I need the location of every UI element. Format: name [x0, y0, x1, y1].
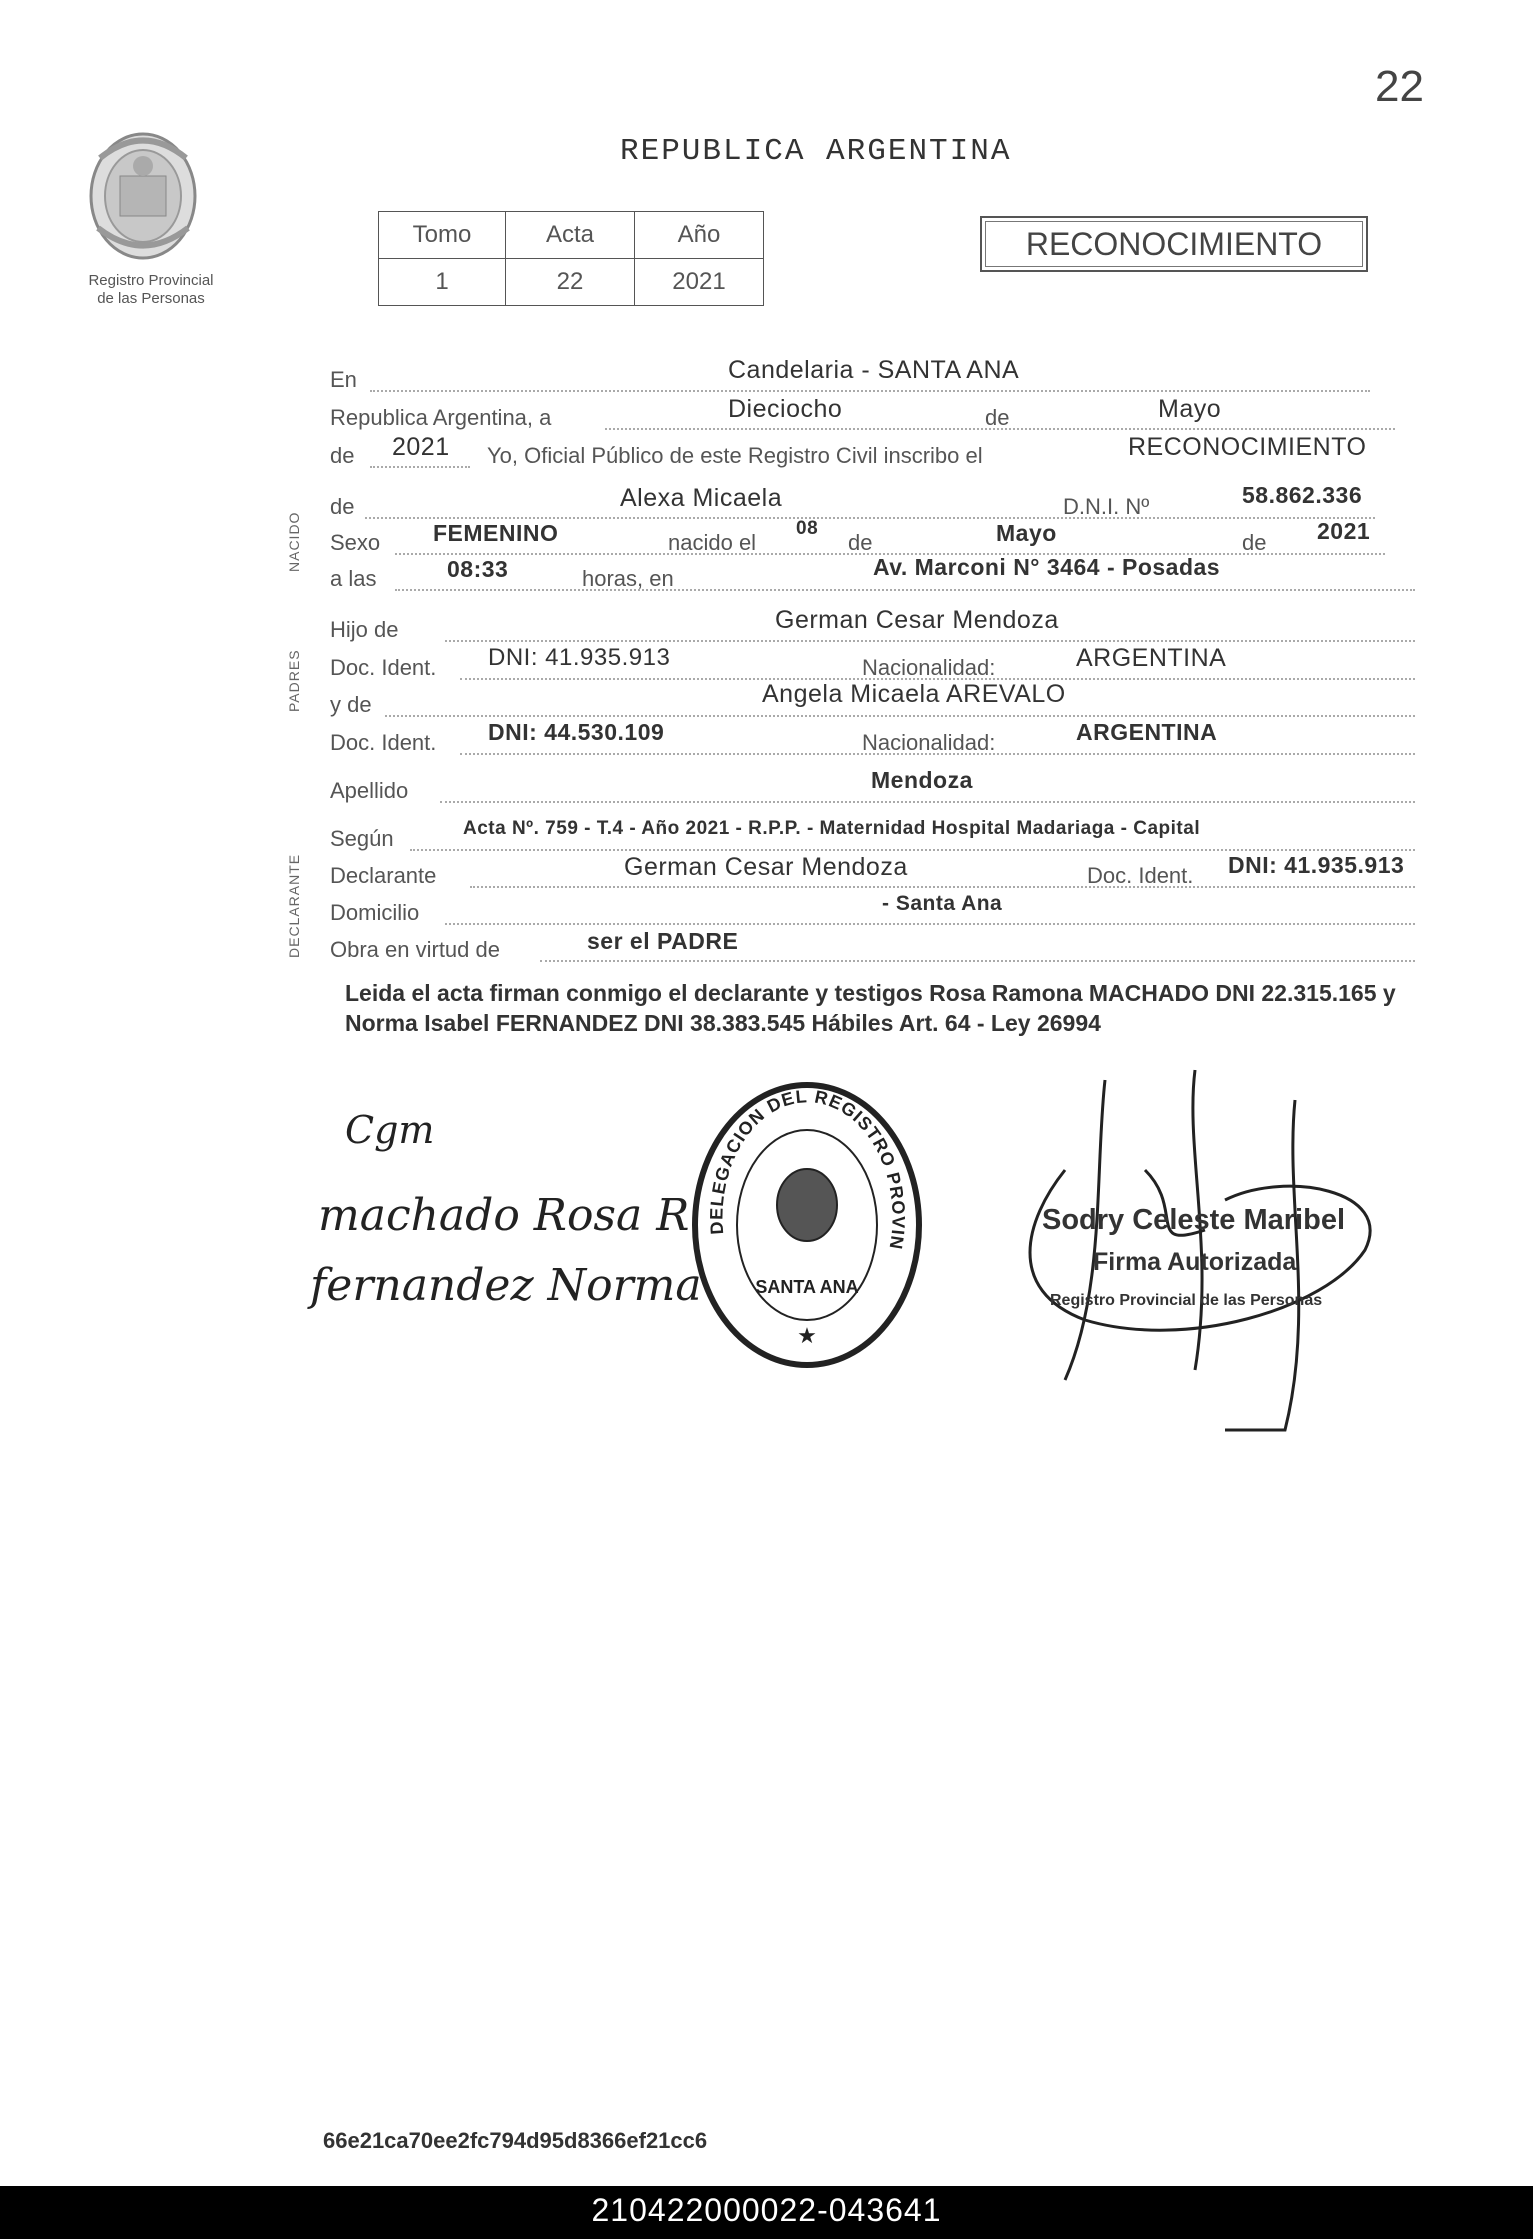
nac2-value: ARGENTINA [1076, 719, 1218, 745]
svg-text:DELEGACION DEL REGISTRO PROVIN: DELEGACION DEL REGISTRO PROVIN [706, 1086, 909, 1252]
document-hash: 66e21ca70ee2fc794d95d8366ef21cc6 [323, 2128, 708, 2153]
hijo-label: Hijo de [330, 617, 399, 642]
month-value: Mayo [1158, 395, 1222, 423]
page-number: 22 [1375, 62, 1424, 111]
birth-year-value: 2021 [1317, 518, 1371, 544]
dotted-line [445, 640, 1415, 642]
dotted-line [385, 715, 1415, 717]
signature-witness-3: fernandez Norma [310, 1260, 702, 1311]
domicilio-value: - Santa Ana [882, 892, 1003, 915]
authority-signature-scribble [985, 1050, 1405, 1440]
header-anio: Año [635, 212, 764, 259]
segun-value: Acta Nº. 759 - T.4 - Año 2021 - R.P.P. - Maternidad Hospital Madariaga - Capital [463, 818, 1201, 839]
header-tomo: Tomo [379, 212, 506, 259]
mother-value: Angela Micaela AREVALO [762, 680, 1066, 708]
hour-value: 08:33 [447, 556, 509, 582]
en-value: Candelaria - SANTA ANA [728, 356, 1020, 384]
sexo-value: FEMENINO [433, 520, 559, 546]
nac1-label: Nacionalidad: [862, 655, 996, 680]
alas-label: a las [330, 566, 377, 591]
nac1-value: ARGENTINA [1076, 644, 1227, 672]
doc1-label: Doc. Ident. [330, 655, 437, 680]
authority-name: Sodry Celeste Maribel [1042, 1204, 1345, 1236]
horas-label: horas, en [582, 566, 674, 591]
apellido-value: Mendoza [871, 767, 973, 793]
rep-label: Republica Argentina, a [330, 405, 552, 430]
logo-caption: Registro Provincial de las Personas [88, 272, 214, 307]
dotted-line [370, 466, 470, 468]
dotted-line [370, 390, 1370, 392]
declarante-value: German Cesar Mendoza [624, 853, 908, 881]
svg-text:★: ★ [797, 1323, 817, 1348]
sexo-label: Sexo [330, 530, 381, 555]
yde-label: y de [330, 692, 372, 717]
dotted-line [395, 589, 1415, 591]
dotted-line [365, 517, 1375, 519]
act-type-box: RECONOCIMIENTO [980, 216, 1368, 272]
dni-value: 58.862.336 [1242, 482, 1363, 508]
coat-of-arms-logo [78, 118, 208, 268]
value-acta: 22 [506, 259, 635, 306]
nacido-label: nacido el [668, 530, 757, 555]
dotted-line [445, 923, 1415, 925]
birth-day-value: 08 [796, 518, 819, 539]
declarante-label: Declarante [330, 863, 437, 888]
record-table-value-row [379, 259, 764, 306]
de3-label: de [330, 494, 355, 519]
signature-witness-1: Cgm [345, 1108, 435, 1152]
doc2-value: DNI: 44.530.109 [488, 719, 665, 745]
doc3-value: DNI: 41.935.913 [1228, 852, 1405, 878]
authority-org: Registro Provincial de las Personas [1050, 1292, 1323, 1309]
record-table-header-row [379, 212, 764, 259]
de-label: de [985, 405, 1010, 430]
doc3-label: Doc. Ident. [1087, 863, 1194, 888]
authority-role: Firma Autorizada [1093, 1248, 1297, 1276]
yo-text: Yo, Oficial Público de este Registro Civil inscribo el [487, 443, 983, 468]
side-label-padres: PADRES [286, 649, 302, 712]
official-seal [685, 1075, 930, 1370]
obra-value: ser el PADRE [587, 928, 739, 954]
dotted-line [440, 801, 1415, 803]
footer-code: 210422000022-043641 [591, 2192, 942, 2228]
dni-label: D.N.I. Nº [1063, 494, 1150, 519]
apellido-label: Apellido [330, 778, 409, 803]
dotted-line [410, 849, 1415, 851]
father-value: German Cesar Mendoza [775, 606, 1059, 634]
domicilio-label: Domicilio [330, 900, 420, 925]
en-label: En [330, 367, 357, 392]
doc1-value: DNI: 41.935.913 [488, 644, 671, 671]
value-tomo: 1 [379, 259, 506, 306]
record-table [378, 211, 764, 306]
side-label-nacido: NACIDO [286, 511, 302, 572]
de5-label: de [1242, 530, 1267, 555]
place-value: Av. Marconi N° 3464 - Posadas [873, 554, 1221, 580]
nac2-label: Nacionalidad: [862, 730, 996, 755]
de2-label: de [330, 443, 355, 468]
side-label-declarante: DECLARANTE [286, 853, 302, 958]
year-value: 2021 [392, 433, 450, 461]
day-value: Dieciocho [728, 395, 843, 423]
obra-label: Obra en virtud de [330, 937, 500, 962]
doc2-label: Doc. Ident. [330, 730, 437, 755]
dotted-line [540, 960, 1415, 962]
signature-witness-2: machado Rosa R [318, 1190, 690, 1241]
name-value: Alexa Micaela [620, 484, 783, 512]
de4-label: de [848, 530, 873, 555]
document-title: REPUBLICA ARGENTINA [620, 134, 1012, 169]
birth-month-value: Mayo [996, 520, 1057, 546]
segun-label: Según [330, 826, 394, 851]
header-acta: Acta [506, 212, 635, 259]
value-anio: 2021 [635, 259, 764, 306]
svg-text:SANTA ANA: SANTA ANA [755, 1277, 859, 1297]
inscribe-value: RECONOCIMIENTO [1128, 433, 1367, 461]
legal-text: Leida el acta firman conmigo el declarante y testigos Rosa Ramona MACHADO DNI 22.315.165 y Norma Isabel FERNANDEZ DNI 38.383.545 Hábiles Art. 64 - Ley 26994 [345, 980, 1396, 1036]
dotted-line [470, 886, 1415, 888]
